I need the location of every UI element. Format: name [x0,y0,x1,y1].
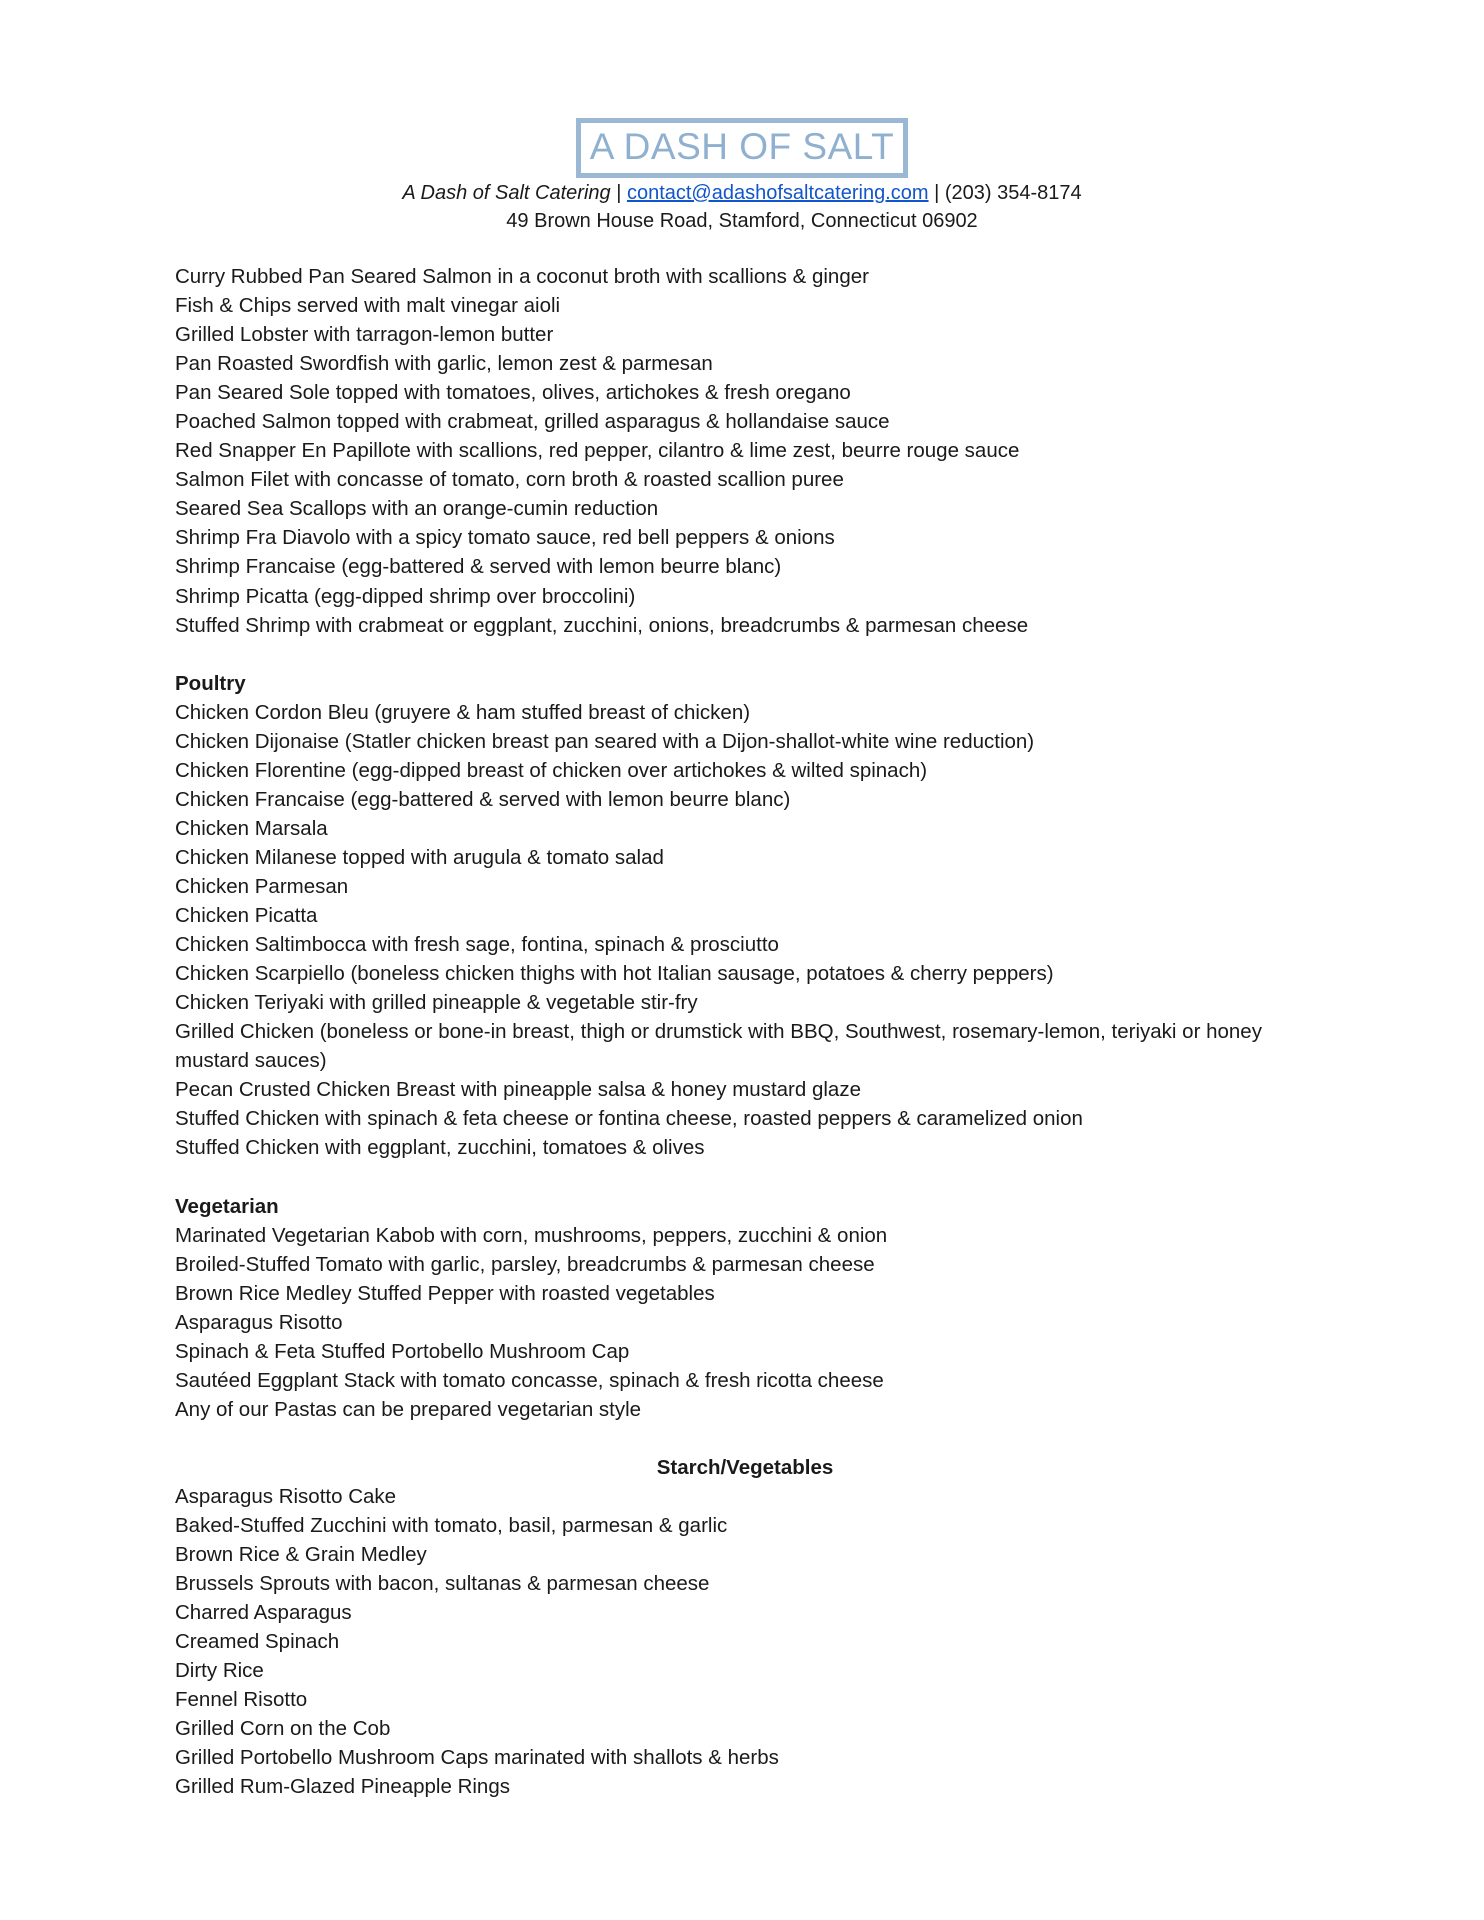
section-heading: Starch/Vegetables [656,1455,834,1479]
poultry-section [175,669,1315,1163]
seafood-section [175,262,1315,640]
menu-item: Any of our Pastas can be prepared vegetarian style [175,1397,642,1421]
menu-item: Grilled Lobster with tarragon-lemon butter [175,323,554,347]
menu-item: Asparagus Risotto Cake [175,1484,397,1508]
menu-item: Dirty Rice [175,1659,264,1683]
phone-number: (203) 354-8174 [944,182,1082,204]
menu-item: Stuffed Chicken with spinach & feta cheese or fontina cheese, roasted peppers & caramelized onion [175,1107,1083,1131]
menu-item: Chicken Dijonaise (Statler chicken breast pan seared with a Dijon-shallot-white wine reduction) [175,729,1035,753]
menu-item: Brown Rice Medley Stuffed Pepper with roasted vegetables [175,1281,715,1305]
menu-item: Shrimp Francaise (egg-battered & served with lemon beurre blanc) [175,555,782,579]
menu-item: Asparagus Risotto [175,1310,343,1334]
menu-item: Shrimp Picatta (egg-dipped shrimp over broccolini) [175,584,636,608]
menu-item: Chicken Teriyaki with grilled pineapple & vegetable stir-fry [175,991,698,1015]
section-heading: Vegetarian [175,1194,279,1218]
menu-item: Stuffed Chicken with eggplant, zucchini, tomatoes & olives [175,1136,705,1160]
menu-item: Chicken Francaise (egg-battered & served with lemon beurre blanc) [175,787,791,811]
menu-item: Sautéed Eggplant Stack with tomato concasse, spinach & fresh ricotta cheese [175,1368,884,1392]
menu-item: mustard sauces) [175,1049,327,1073]
menu-item: Pan Roasted Swordfish with garlic, lemon zest & parmesan [175,352,713,376]
business-name: A Dash of Salt Catering [402,182,611,204]
menu-item: Shrimp Fra Diavolo with a spicy tomato sauce, red bell peppers & onions [175,526,835,550]
menu-item: Fish & Chips served with malt vinegar aioli [175,294,561,318]
starch-section [175,1453,1315,1802]
spacer [175,640,1315,669]
menu-item: Charred Asparagus [175,1601,352,1625]
menu-item: Grilled Corn on the Cob [175,1717,391,1741]
menu-item: Chicken Scarpiello (boneless chicken thighs with hot Italian sausage, potatoes & cherry peppers) [175,962,1054,986]
menu-item: Pecan Crusted Chicken Breast with pineapple salsa & honey mustard glaze [175,1078,861,1102]
menu-item: Grilled Rum-Glazed Pineapple Rings [175,1775,510,1799]
menu-item: Red Snapper En Papillote with scallions, red pepper, cilantro & lime zest, beurre rouge sauce [175,439,1020,463]
menu-item: Poached Salmon topped with crabmeat, grilled asparagus & hollandaise sauce [175,410,890,434]
logo: A DASH OF SALT [576,118,908,178]
menu-item: Grilled Chicken (boneless or bone-in breast, thigh or drumstick with BBQ, Southwest, rosemary-lemon, teriyaki or honey [175,1020,1262,1044]
vegetarian-section [175,1192,1315,1424]
address-line: 49 Brown House Road, Stamford, Connecticut 06902 [506,210,978,232]
menu-item: Seared Sea Scallops with an orange-cumin reduction [175,497,659,521]
separator: | [610,182,627,204]
menu-item: Curry Rubbed Pan Seared Salmon in a coconut broth with scallions & ginger [175,265,869,288]
menu-content [175,262,1315,1801]
menu-item: Chicken Marsala [175,816,328,840]
section-heading: Poultry [175,671,246,695]
menu-item: Chicken Saltimbocca with fresh sage, fontina, spinach & prosciutto [175,933,779,957]
menu-item: Chicken Parmesan [175,874,349,898]
menu-item: Chicken Florentine (egg-dipped breast of chicken over artichokes & wilted spinach) [175,758,928,782]
menu-item: Grilled Portobello Mushroom Caps marinated with shallots & herbs [175,1746,779,1770]
menu-item: Creamed Spinach [175,1630,340,1654]
spacer [175,1424,1315,1453]
menu-item: Marinated Vegetarian Kabob with corn, mushrooms, peppers, zucchini & onion [175,1223,888,1247]
menu-item: Stuffed Shrimp with crabmeat or eggplant, zucchini, onions, breadcrumbs & parmesan cheese [175,613,1029,637]
menu-item: Broiled-Stuffed Tomato with garlic, parsley, breadcrumbs & parmesan cheese [175,1252,875,1276]
menu-item: Baked-Stuffed Zucchini with tomato, basil, parmesan & garlic [175,1514,728,1538]
menu-item: Chicken Cordon Bleu (gruyere & ham stuffed breast of chicken) [175,700,751,724]
separator: | [928,182,945,204]
email-link[interactable]: contact@adashofsaltcatering.com [626,182,929,204]
menu-item: Fennel Risotto [175,1688,308,1712]
menu-item: Chicken Picatta [175,904,318,928]
menu-item: Chicken Milanese topped with arugula & tomato salad [175,845,664,869]
menu-item: Salmon Filet with concasse of tomato, corn broth & roasted scallion puree [175,468,844,492]
spacer [175,1162,1315,1191]
logo-area [0,118,1484,178]
menu-item: Brussels Sprouts with bacon, sultanas & parmesan cheese [175,1572,710,1596]
menu-item: Spinach & Feta Stuffed Portobello Mushroom Cap [175,1339,630,1363]
menu-item: Pan Seared Sole topped with tomatoes, olives, artichokes & fresh oregano [175,381,851,405]
menu-item: Brown Rice & Grain Medley [175,1543,427,1567]
contact-line [0,180,1484,206]
